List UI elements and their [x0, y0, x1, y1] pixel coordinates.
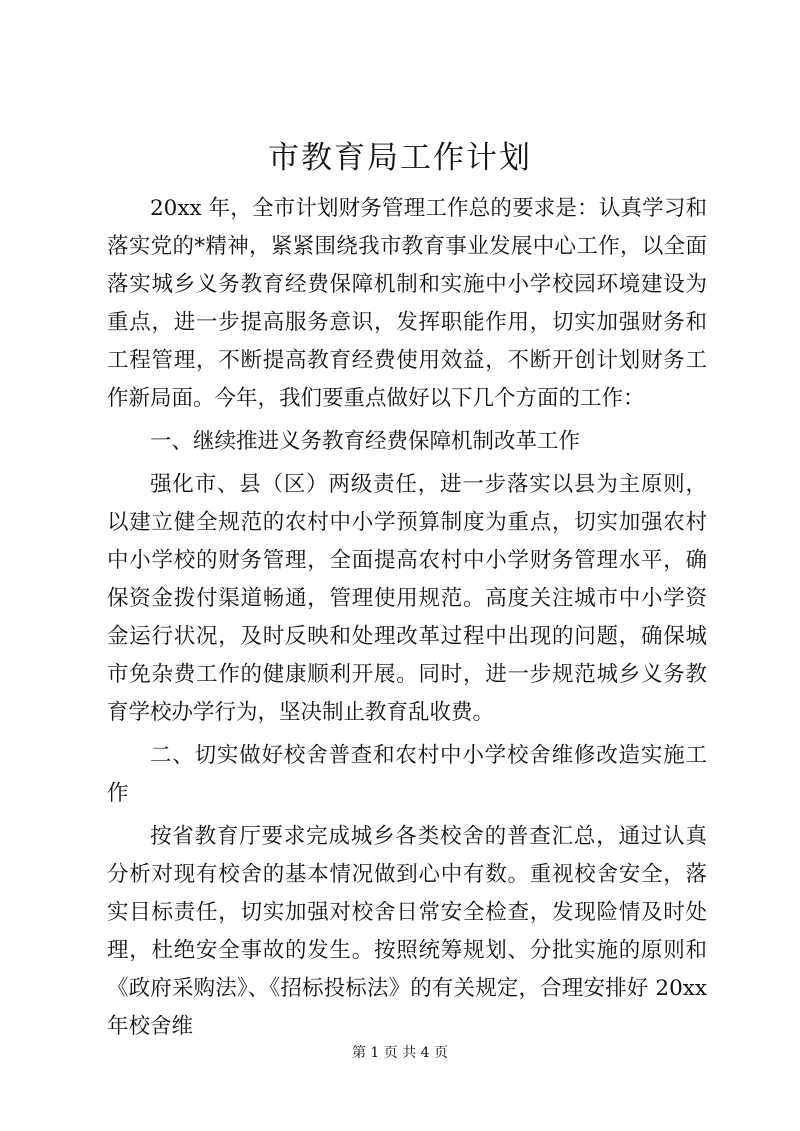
- document-body: [107, 190, 707, 1046]
- document-title: 市教育局工作计划: [268, 140, 532, 176]
- page-footer: 第 1 页 共 4 页: [351, 1045, 449, 1061]
- section-heading-2: 二、切实做好校舍普查和农村中小学校舍维修改造实施工作: [107, 743, 707, 806]
- section-1-paragraph: 强化市、县（区）两级责任，进一步落实以县为主原则，以建立健全规范的农村中小学预算制度为重点，切实加强农村中小学校的财务管理，全面提高农村中小学财务管理水平，确保资金拨付渠道畅通，管理使用规范。高度关注城市中小学资金运行状况，及时反映和处理改革过程中出现的问题，确保城市免杂费工作的健康顺利开展。同时，进一步规范城乡义务教育学校办学行为，坚决制止教育乱收费。: [107, 472, 707, 725]
- section-heading-1: 一、继续推进义务教育经费保障机制改革工作: [150, 429, 581, 454]
- section-2-paragraph: 按省教育厅要求完成城乡各类校舍的普查汇总，通过认真分析对现有校舍的基本情况做到心中有数。重视校舍安全，落实目标责任，切实加强对校舍日常安全检查，发现险情及时处理，杜绝安全事故的发生。按照统筹规划、分批实施的原则和《政府采购法》、《招标投标法》的有关规定，合理安排好 20xx 年校舍维: [107, 824, 707, 1039]
- intro-paragraph: 20xx 年，全市计划财务管理工作总的要求是：认真学习和落实党的*精神，紧紧围绕我市教育事业发展中心工作，以全面落实城乡义务教育经费保障机制和实施中小学校园环境建设为重点，进一步提高服务意识，发挥职能作用，切实加强财务和工程管理，不断提高教育经费使用效益，不断开创计划财务工作新局面。今年，我们要重点做好以下几个方面的工作：: [107, 196, 707, 411]
